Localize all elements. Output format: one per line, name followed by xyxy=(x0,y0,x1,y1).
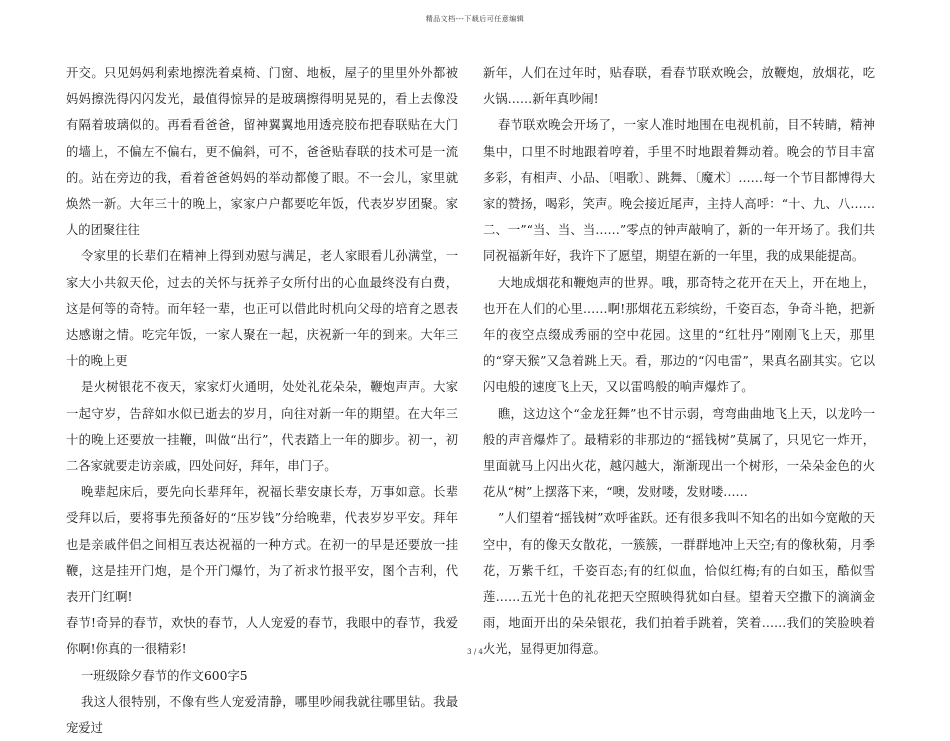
paragraph: 春节!奇异的春节，欢快的春节，人人宠爱的春节，我眼中的春节，我爱你啊!你真的一很精彩! xyxy=(66,616,458,657)
paragraph: 新年，人们在过年时，贴春联，看春节联欢晚会，放鞭炮，放烟花，吃火锅……新年真吵闹! xyxy=(483,66,875,107)
left-column xyxy=(66,60,458,741)
page-header: 精品文档---下载后可任意编辑 xyxy=(425,15,525,23)
page-number: 3 / 4 xyxy=(467,648,483,656)
right-column xyxy=(483,60,875,663)
paragraph: 令家里的长辈们在精神上得到劝慰与满足，老人家眼看儿孙满堂，一家大小共叙天伦，过去的关怀与抚养子女所付出的心血最终没有白费，这是何等的奇特。而年轻一辈，也正可以借此时机向父母的培育之恩表达感谢之情。吃完年饭，一家人聚在一起，庆祝新一年的到来。大年三十的晚上更 xyxy=(66,249,458,369)
paragraph: 春节联欢晚会开场了，一家人准时地围在电视机前，目不转睛，精神集中，口里不时地跟着哼着，手里不时地跟着舞动着。晚会的节目丰富多彩，有相声、小品、〔唱歌〕、跳舞、〔魔术〕……每一个节目都博得大家的赞扬，喝彩，笑声。晚会接近尾声，主持人高呼：“十、九、八……二、一”“当、当、当……”零点的钟声敲响了，新的一年开场了。我们共同祝福新年好，我许下了愿望，期望在新的一年里，我的成果能提高。 xyxy=(483,118,875,264)
paragraph: 瞧，这边这个“金龙狂舞”也不甘示弱，弯弯曲曲地飞上天，以龙吟一般的声音爆炸了。最精彩的非那边的“摇钱树”莫属了，只见它一炸开，里面就马上闪出火花，越闪越大，渐渐现出一个树形，一朵朵金色的火花从“树”上摆落下来，“噢，发财喽，发财喽…… xyxy=(483,406,875,500)
paragraph: ”人们望着“摇钱树”欢呼雀跃。还有很多我叫不知名的出如今宽敞的天空中，有的像天女散花，一簇簇，一群群地冲上天空;有的像秋菊，月季花，万紫千红，千姿百态;有的红似血，恰似红梅;有的白如玉，酷似雪莲……五光十色的礼花把天空照映得犹如白昼。望着天空撒下的滴滴金雨，地面开出的朵朵银花，我们拍着手跳着，笑着……我们的笑脸映着火光，显得更加得意。 xyxy=(483,511,875,657)
section-title: 一班级除夕春节的作文600字5 xyxy=(81,668,248,683)
paragraph: 我这人很特别，不像有些人宠爱清静，哪里吵闹我就往哪里钻。我最宠爱过 xyxy=(66,694,458,736)
paragraph: 大地成烟花和鞭炮声的世界。哦，那奇特之花开在天上，开在地上，也开在人们的心里……啊!那烟花五彩缤纷，千姿百态，争奇斗艳，把新年的夜空点缀成秀丽的空中花园。这里的“红牡丹”刚刚飞上天，那里的“穿天猴”又急着跳上天。看，那边的“闪电雷”，果真名副其实。它以闪电般的速度飞上天，又以雷鸣般的响声爆炸了。 xyxy=(483,275,875,395)
paragraph: 开交。只见妈妈利索地擦洗着桌椅、门窗、地板，屋子的里里外外都被妈妈擦洗得闪闪发光，最值得惊异的是玻璃擦得明晃晃的，看上去像没有隔着玻璃似的。再看看爸爸，留神翼翼地用透亮胶布把春联贴在大门的墙上，不偏左不偏右，更不偏斜，可不，爸爸贴春联的技术可是一流的。站在旁边的我，看着爸爸妈妈的举动都傻了眼。不一会儿，家里就焕然一新。大年三十的晚上，家家户户都要吃年饭，代表岁岁团聚。家人的团聚往往 xyxy=(66,66,458,238)
paragraph: 是火树银花不夜天，家家灯火通明，处处礼花朵朵，鞭炮声声。大家一起守岁，告辞如水似已逝去的岁月，向往对新一年的期望。在大年三十的晚上还要放一挂鞭，叫做“出行”，代表踏上一年的脚步。初一，初二各家就要走访亲戚，四处问好，拜年，串门子。 xyxy=(66,380,458,474)
paragraph: 晚辈起床后，要先向长辈拜年，祝福长辈安康长寿，万事如意。长辈受拜以后，要将事先预备好的“压岁钱”分给晚辈，代表岁岁平安。拜年也是亲戚伴侣之间相互表达祝福的一种方式。在初一的早是还要放一挂鞭，这是挂开门炮，是个开门爆竹，为了祈求竹报平安，图个吉利，代表开门红啊! xyxy=(66,485,458,605)
